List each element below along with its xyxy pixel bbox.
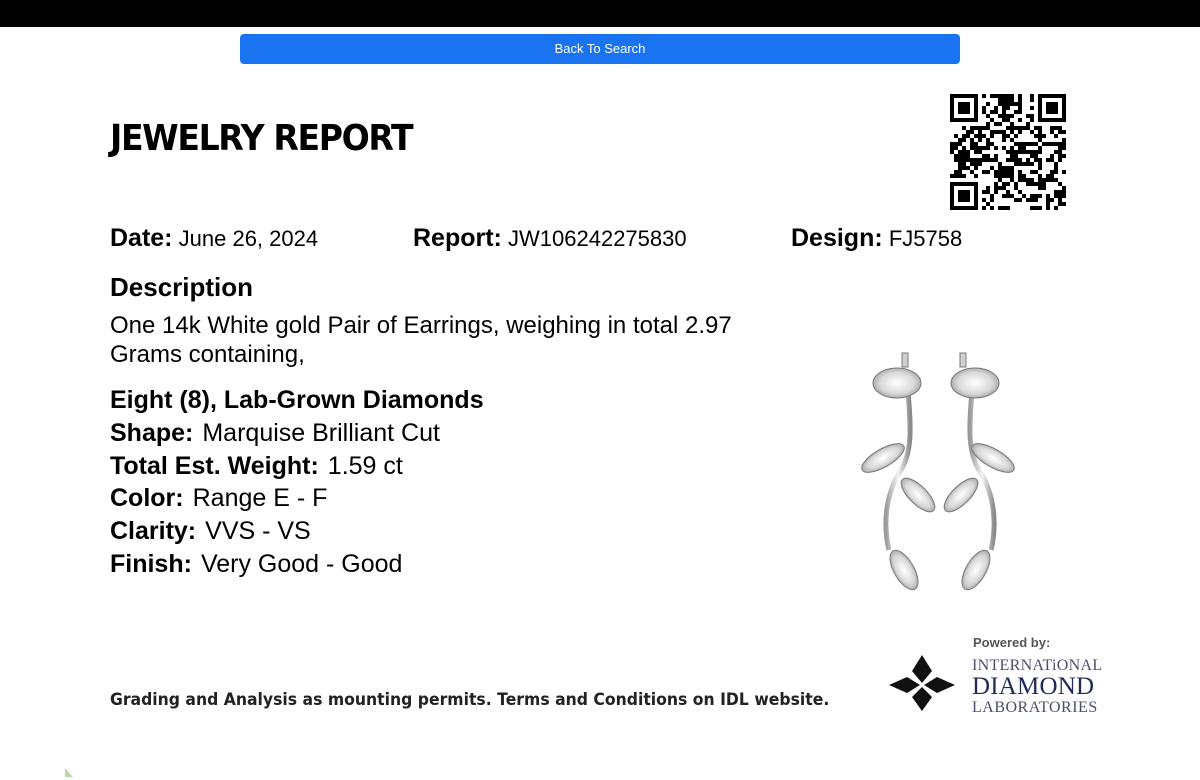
- earrings-photo: [845, 345, 1045, 595]
- report-date: [110, 224, 318, 253]
- date-value: June 26, 2024: [178, 226, 319, 251]
- design-label: Design:: [791, 224, 883, 252]
- date-label: Date:: [110, 224, 173, 252]
- report-label: Report:: [413, 224, 502, 252]
- powered-by-label: Powered by:: [973, 635, 1051, 650]
- spec-label: Finish:: [110, 549, 192, 578]
- spec-shape: [110, 417, 484, 450]
- idl-diamond-logo-icon: [887, 653, 957, 713]
- report-value: JW106242275830: [508, 226, 687, 251]
- spec-label: Clarity:: [110, 517, 197, 546]
- idl-wordmark: [972, 657, 1102, 717]
- description-text: One 14k White gold Pair of Earrings, weighing in total 2.97 Grams containing,: [110, 312, 732, 368]
- terms-note: Grading and Analysis as mounting permits. Terms and Conditions on IDL website.: [110, 690, 830, 710]
- left-earring: [858, 353, 940, 594]
- spec-value: Range E - F: [192, 484, 328, 513]
- design-number: [791, 224, 962, 253]
- description-heading: Description: [110, 272, 254, 302]
- spec-value: 1.59 ct: [327, 451, 403, 480]
- idl-line-diamond: DIAMOND: [972, 673, 1095, 700]
- spec-color: [110, 482, 484, 515]
- top-bar: [0, 0, 1200, 27]
- spec-value: Marquise Brilliant Cut: [202, 418, 440, 447]
- back-to-search-button[interactable]: Back To Search: [240, 34, 960, 64]
- page-title: JEWELRY REPORT: [110, 118, 413, 159]
- spec-clarity: [110, 515, 484, 548]
- spec-label: Color:: [110, 484, 184, 513]
- specs-heading: Eight (8), Lab-Grown Diamonds: [110, 386, 484, 414]
- idl-line-international: INTERNATiONAL: [972, 657, 1103, 674]
- idl-line-laboratories: LABORATORIES: [972, 699, 1098, 716]
- spec-weight: [110, 450, 484, 483]
- design-value: FJ5758: [888, 226, 963, 251]
- spec-label: Total Est. Weight:: [110, 451, 319, 480]
- spec-value: Very Good - Good: [200, 549, 403, 578]
- corner-triangle-icon: [64, 768, 74, 778]
- report-number: [413, 224, 687, 253]
- qr-code-icon[interactable]: [950, 94, 1066, 210]
- spec-value: VVS - VS: [205, 517, 311, 546]
- diamond-specs: [110, 384, 484, 581]
- spec-finish: [110, 548, 484, 581]
- right-earring: [939, 353, 1018, 594]
- spec-label: Shape:: [110, 418, 194, 447]
